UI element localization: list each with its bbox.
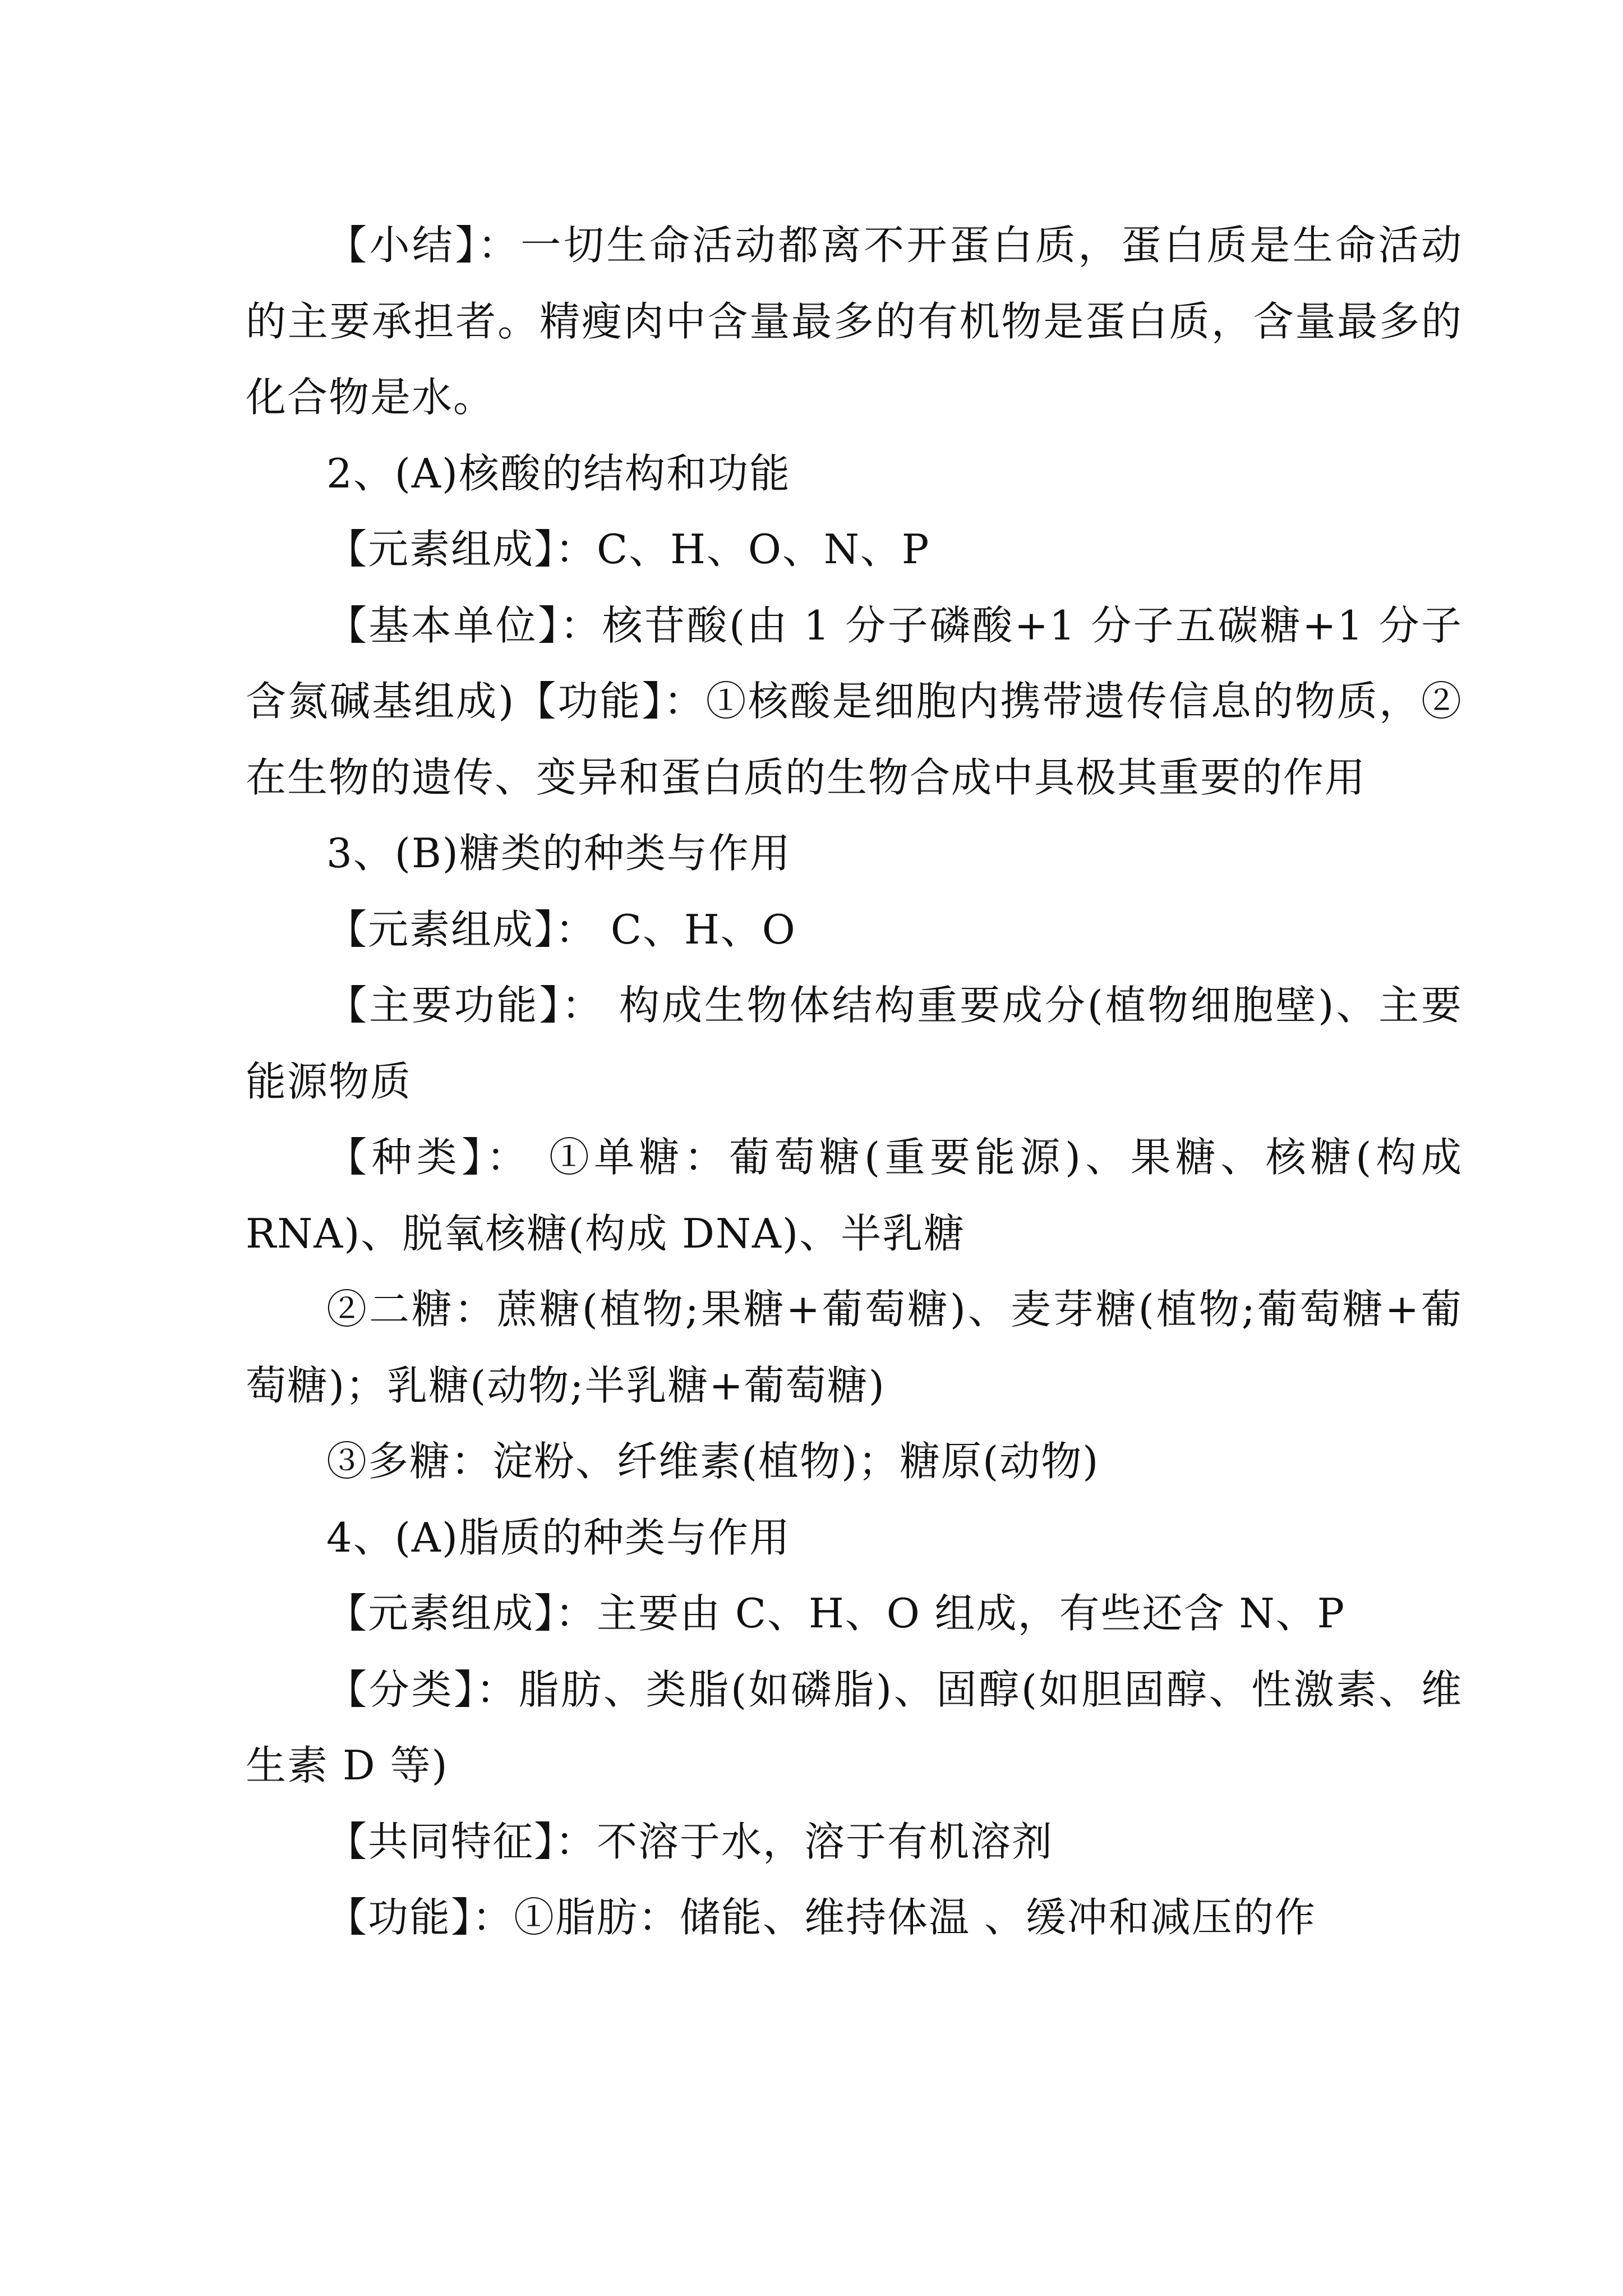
paragraph-carb-types-poly: ③多糖：淀粉、纤维素(植物)；糖原(动物) xyxy=(326,1438,1100,1485)
paragraph-lipid-elements: 【元素组成】：主要由 C、H、O 组成，有些还含 N、P xyxy=(326,1590,1346,1637)
paragraph-summary: 【小结】：一切生命活动都离不开蛋白质，蛋白质是生命活动的主要承担者。精瘦肉中含量最多的有机物是蛋白质，含量最多的化合物是水。 xyxy=(246,222,1463,421)
document-body xyxy=(246,208,1463,1956)
paragraph-carb-types-mono: 【种类】： ①单糖：葡萄糖(重要能源)、果糖、核糖(构成 RNA)、脱氧核糖(构成 DNA)、半乳糖 xyxy=(246,1134,1463,1257)
paragraph-nucleic-elements: 【元素组成】：C、H、O、N、P xyxy=(326,526,930,573)
paragraph-carb-elements: 【元素组成】： C、H、O xyxy=(326,905,796,953)
paragraph-nucleic-unit-function: 【基本单位】：核苷酸(由 1 分子磷酸+1 分子五碳糖+1 分子含氮碱基组成)【功能】：①核酸是细胞内携带遗传信息的物质，②在生物的遗传、变异和蛋白质的生物合成中具极其重要的作用 xyxy=(246,601,1463,801)
heading-nucleic-acid: 2、(A)核酸的结构和功能 xyxy=(326,449,791,497)
heading-carbohydrates: 3、(B)糖类的种类与作用 xyxy=(326,830,791,877)
paragraph-carb-types-di: ②二糖：蔗糖(植物;果糖+葡萄糖)、麦芽糖(植物;葡萄糖+葡萄糖)；乳糖(动物;半乳糖+葡萄糖) xyxy=(246,1286,1463,1409)
paragraph-lipid-function: 【功能】：①脂肪：储能、维持体温 、缓冲和减压的作 xyxy=(326,1894,1316,1941)
paragraph-lipid-features: 【共同特征】：不溶于水，溶于有机溶剂 xyxy=(326,1818,1054,1865)
paragraph-lipid-classes: 【分类】：脂肪、类脂(如磷脂)、固醇(如胆固醇、性激素、维生素 D 等) xyxy=(246,1665,1463,1789)
paragraph-carb-function: 【主要功能】： 构成生物体结构重要成分(植物细胞壁)、主要能源物质 xyxy=(246,982,1463,1105)
heading-lipids: 4、(A)脂质的种类与作用 xyxy=(326,1513,791,1561)
